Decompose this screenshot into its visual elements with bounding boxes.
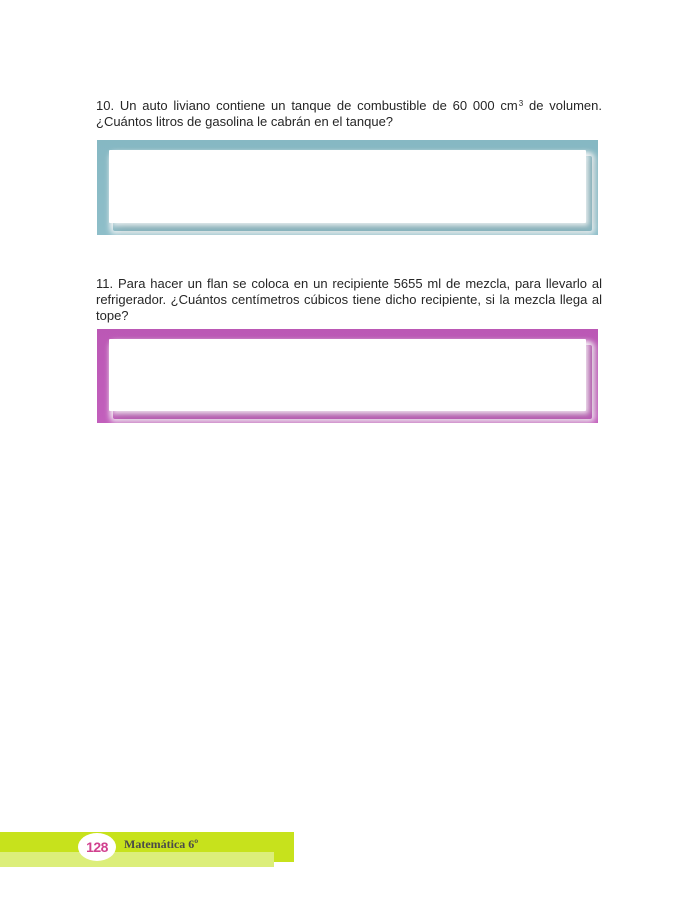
answer-area-10[interactable]	[109, 150, 586, 223]
answer-box-10	[97, 140, 598, 235]
book-title: Matemática 6º	[124, 837, 199, 851]
answer-area-11[interactable]	[109, 339, 586, 411]
footer-band-light	[0, 852, 274, 867]
question-10	[96, 96, 602, 130]
question-11-text: 11. Para hacer un flan se coloca en un recipiente 5655 ml de mezcla, para llevarlo al refrigerador. ¿Cuántos centímetros cúbicos tiene dicho recipiente, si la mezcla llega al tope?	[96, 276, 602, 323]
question-11	[96, 276, 602, 324]
page-number: 128	[86, 839, 108, 855]
question-10-text-end: de volumen. ¿Cuántos litros de gasolina le cabrán en el tanque?	[96, 98, 603, 129]
page-number-badge	[78, 833, 116, 861]
answer-box-11	[97, 329, 598, 423]
cubic-superscript: 3	[518, 99, 524, 108]
question-10-text: 10. Un auto liviano contiene un tanque de combustible de 60 000 cm	[96, 98, 518, 113]
